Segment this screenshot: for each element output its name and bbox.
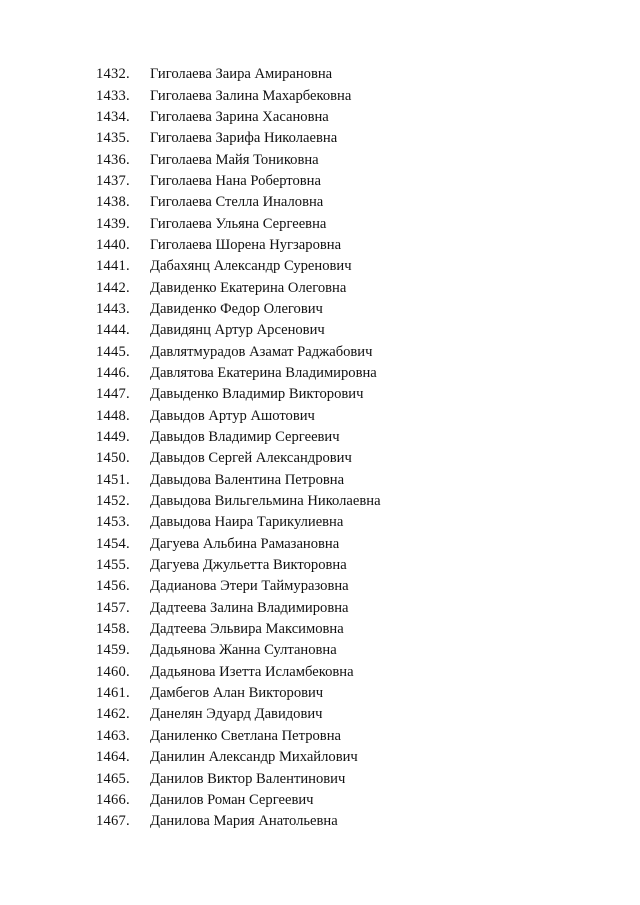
list-item-number: 1432. [96,66,130,83]
list-item-name: Дадтеева Эльвира Максимовна [150,621,344,638]
name-list [96,64,381,832]
list-item [96,277,381,298]
list-item-name: Дамбегов Алан Викторович [150,685,324,702]
list-item [96,406,381,427]
list-item-number: 1445. [96,343,130,360]
list-item [96,768,381,789]
list-item [96,171,381,192]
list-item-name: Гиголаева Нана Робертовна [150,172,321,189]
list-item-name: Давиденко Екатерина Олеговна [150,279,347,296]
list-item [96,512,381,533]
list-item-number: 1459. [96,642,130,659]
list-item-number: 1444. [96,322,130,339]
list-item-name: Давыдов Сергей Александрович [150,450,352,467]
list-item-name: Дабахянц Александр Суренович [150,258,352,275]
list-item-number: 1463. [96,727,130,744]
list-item [96,491,381,512]
list-item-name: Данилин Александр Михайлович [150,749,358,766]
list-item-number: 1435. [96,130,130,147]
list-item-number: 1433. [96,87,130,104]
list-item-name: Гиголаева Шорена Нугзаровна [150,236,342,253]
list-item-name: Гиголаева Зарина Хасановна [150,108,329,125]
list-item-number: 1458. [96,621,130,638]
list-item-name: Давыдова Вильгельмина Николаевна [150,493,381,510]
list-item [96,427,381,448]
list-item-name: Давыденко Владимир Викторович [150,386,364,403]
list-item [96,619,381,640]
list-item-number: 1455. [96,557,130,574]
list-item [96,384,381,405]
list-item [96,320,381,341]
list-item-number: 1448. [96,407,130,424]
list-item-number: 1465. [96,770,130,787]
list-item [96,747,381,768]
list-item [96,128,381,149]
list-item-name: Давыдова Наира Тарикулиевна [150,514,344,531]
list-item-name: Дадианова Этери Таймуразовна [150,578,349,595]
list-item-number: 1462. [96,706,130,723]
list-item-name: Гиголаева Ульяна Сергеевна [150,215,327,232]
list-item-name: Данилова Мария Анатольевна [150,813,338,830]
list-item [96,363,381,384]
list-item-number: 1443. [96,300,130,317]
list-item [96,107,381,128]
list-item [96,576,381,597]
list-item-number: 1436. [96,151,130,168]
list-item-number: 1446. [96,364,130,381]
list-item-name: Давлятова Екатерина Владимировна [150,364,377,381]
list-item [96,811,381,832]
list-item-number: 1467. [96,813,130,830]
list-item [96,726,381,747]
list-item-number: 1453. [96,514,130,531]
list-item-name: Гиголаева Зарифа Николаевна [150,130,338,147]
list-item [96,64,381,85]
list-item [96,235,381,256]
list-item-name: Гиголаева Заира Амирановна [150,66,333,83]
list-item-name: Давыдов Артур Ашотович [150,407,315,424]
list-item-number: 1461. [96,685,130,702]
list-item-number: 1449. [96,429,130,446]
list-item-name: Данилов Виктор Валентинович [150,770,346,787]
list-item-number: 1451. [96,471,130,488]
list-item-number: 1466. [96,791,130,808]
list-item-number: 1441. [96,258,130,275]
list-item [96,683,381,704]
list-item-number: 1450. [96,450,130,467]
list-item-number: 1438. [96,194,130,211]
list-item-name: Дадьянова Жанна Султановна [150,642,337,659]
list-item [96,299,381,320]
list-item-number: 1456. [96,578,130,595]
list-item-name: Дагуева Джульетта Викторовна [150,557,347,574]
list-item-name: Дадьянова Изетта Исламбековна [150,663,354,680]
list-item-name: Давидянц Артур Арсенович [150,322,325,339]
list-item-name: Гиголаева Майя Тониковна [150,151,319,168]
list-item [96,470,381,491]
list-item-name: Давлятмурадов Азамат Раджабович [150,343,373,360]
list-item-name: Давиденко Федор Олегович [150,300,323,317]
list-item-number: 1437. [96,172,130,189]
list-item-number: 1464. [96,749,130,766]
list-item-name: Давыдов Владимир Сергеевич [150,429,340,446]
list-item-name: Даниленко Светлана Петровна [150,727,341,744]
list-item [96,555,381,576]
list-item-number: 1460. [96,663,130,680]
list-item-number: 1440. [96,236,130,253]
list-item [96,192,381,213]
list-item [96,662,381,683]
list-item [96,85,381,106]
list-item [96,256,381,277]
list-item [96,598,381,619]
list-item-number: 1434. [96,108,130,125]
list-item [96,640,381,661]
list-item-number: 1439. [96,215,130,232]
list-item [96,213,381,234]
list-item [96,790,381,811]
list-item-number: 1442. [96,279,130,296]
list-item-name: Гиголаева Залина Махарбековна [150,87,352,104]
list-item-name: Давыдова Валентина Петровна [150,471,345,488]
list-item [96,149,381,170]
list-item [96,448,381,469]
list-item-number: 1457. [96,599,130,616]
list-item-name: Дагуева Альбина Рамазановна [150,535,340,552]
list-item-name: Данелян Эдуард Давидович [150,706,323,723]
list-item-name: Дадтеева Залина Владимировна [150,599,349,616]
list-item [96,341,381,362]
list-item [96,534,381,555]
list-item [96,704,381,725]
list-item-number: 1454. [96,535,130,552]
list-item-number: 1452. [96,493,130,510]
list-item-name: Гиголаева Стелла Иналовна [150,194,324,211]
list-item-number: 1447. [96,386,130,403]
list-item-name: Данилов Роман Сергеевич [150,791,314,808]
